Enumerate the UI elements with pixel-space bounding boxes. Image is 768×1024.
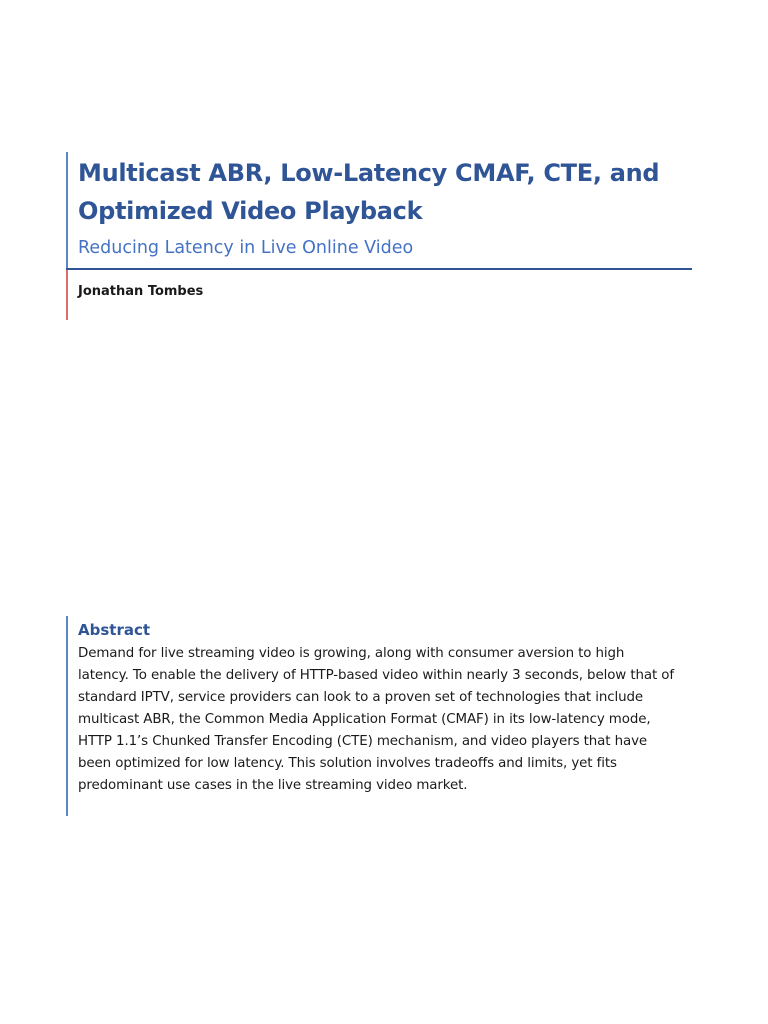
abstract-body: Demand for live streaming video is growing, along with consumer aversion to high latency. To enable the delivery of HTTP-based video within nearly 3 seconds, below that of standard IPTV, service providers can look to a proven set of technologies that include multicast ABR, the Common Media Application Format (CMAF) in its low-latency mode, HTTP 1.1’s Chunked Transfer Encoding (CTE) mechanism, and video players that have been optimized for low latency. This solution involves tradeoffs and limits, yet fits predominant use cases in the live streaming video market. [78, 646, 674, 793]
document-subtitle: Reducing Latency in Live Online Video [78, 238, 414, 258]
abstract-section [66, 616, 708, 816]
author-block [66, 270, 368, 320]
title-block [66, 152, 694, 270]
abstract-heading: Abstract [78, 621, 151, 639]
document-title: Multicast ABR, Low-Latency CMAF, CTE, and Optimized Video Playback [78, 159, 660, 225]
author-name: Jonathan Tombes [78, 284, 204, 299]
